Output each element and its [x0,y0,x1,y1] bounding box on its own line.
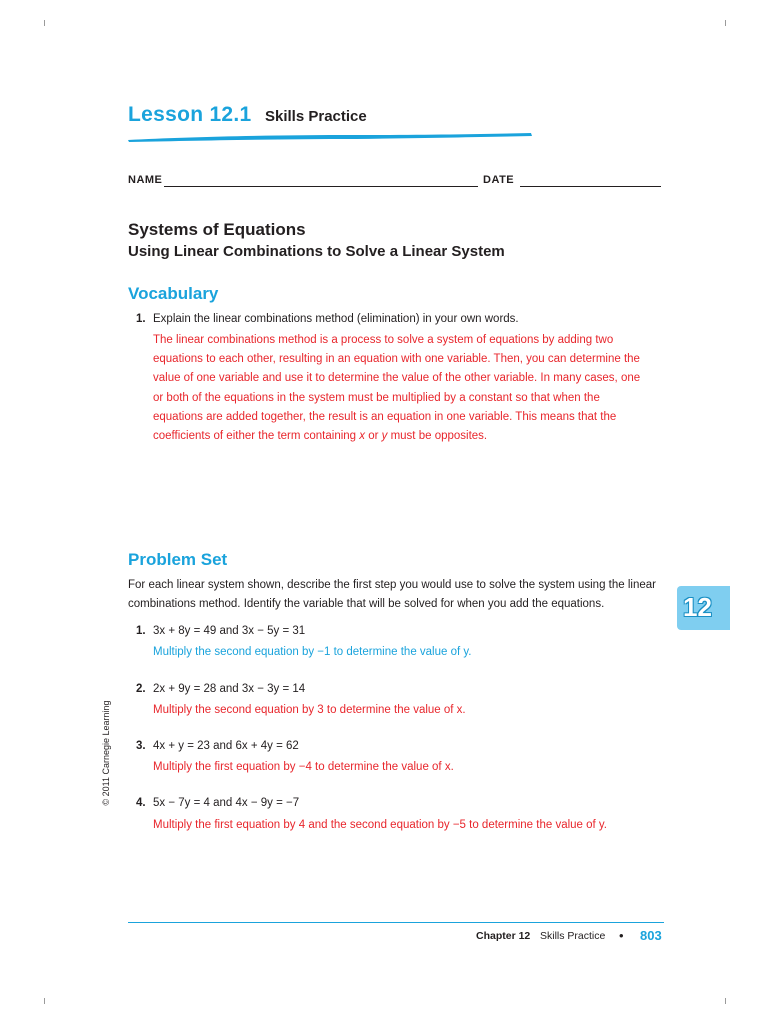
instruction-line: For each linear system shown, describe the first step you would use to solve the system using the linear [128,579,656,591]
name-label: NAME [128,174,163,186]
date-field[interactable] [520,186,661,187]
answer-line: coefficients of either the term containing x or y must be opposites. [153,430,488,443]
answer-line: or both of the equations in the system must be multiplied by a constant so that when the [153,391,600,404]
footer-section: Skills Practice [540,930,606,942]
date-label: DATE [483,174,515,186]
problem-number: 1. [136,625,146,637]
page-subtitle: Using Linear Combinations to Solve a Linear System [128,243,505,260]
problem-number: 4. [136,797,146,809]
footer-chapter: Chapter 12 [476,930,531,942]
problem-number: 2. [136,683,146,695]
footer-bullet: • [619,928,624,943]
header-brush-stroke [126,131,536,143]
problem-equation: 2x + 9y = 28 and 3x − 3y = 14 [153,683,306,695]
vocab-answer [153,331,673,446]
problem-answer: Multiply the first equation by 4 and the second equation by −5 to determine the value of y. [153,819,608,831]
problem-set-instructions [128,576,673,614]
crop-mark [725,20,726,26]
instruction-line: combinations method. Identify the variable that will be solved for when you add the equations. [128,598,605,611]
vocab-question-number: 1. [136,313,146,325]
answer-line: The linear combinations method is a process to solve a system of equations by adding two [153,334,614,346]
chapter-tab-number: 12 [683,592,712,622]
crop-mark [725,998,726,1004]
footer-rule [128,922,664,923]
crop-mark [44,998,45,1004]
answer-line: equations are added together, the result is an equation in one variable. This means that the [153,410,617,423]
problem-equation: 4x + y = 23 and 6x + 4y = 62 [153,740,299,752]
vocabulary-heading: Vocabulary [128,284,219,303]
problem-answer: Multiply the first equation by −4 to determine the value of x. [153,761,454,773]
problem-equation: 3x + 8y = 49 and 3x − 5y = 31 [153,625,306,637]
name-field[interactable] [164,186,478,187]
copyright: © 2011 Carnegie Learning [101,700,111,806]
answer-line: equations to each other, resulting in an equation with one variable. Then, you can determine the [153,353,640,366]
problem-number: 3. [136,740,146,752]
crop-mark [44,20,45,26]
problem-answer: Multiply the second equation by 3 to determine the value of x. [153,704,466,716]
vocab-question: Explain the linear combinations method (elimination) in your own words. [153,313,519,325]
page-title: Systems of Equations [128,220,306,239]
problem-answer: Multiply the second equation by −1 to determine the value of y. [153,646,472,658]
problem-set-heading: Problem Set [128,550,228,569]
problem-equation: 5x − 7y = 4 and 4x − 9y = −7 [153,797,300,809]
lesson-number: Lesson 12.1 [128,103,252,126]
page-number: 803 [640,928,662,943]
chapter-tab [677,586,730,630]
answer-line: value of one variable and use it to determine the value of the other variable. In many cases, one [153,372,641,385]
lesson-type: Skills Practice [265,108,367,125]
